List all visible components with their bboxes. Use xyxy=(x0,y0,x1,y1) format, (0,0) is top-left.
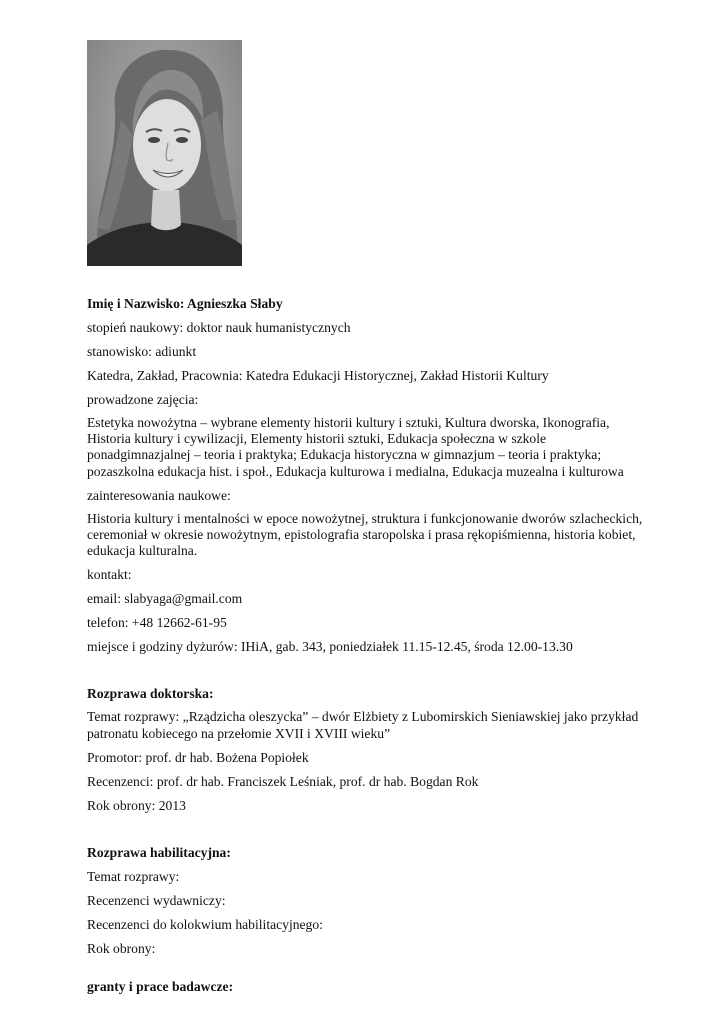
doctorate-heading: Rozprawa doktorska: xyxy=(87,686,214,702)
email-line: email: slabyaga@gmail.com xyxy=(87,591,243,607)
doctorate-topic-line: patronatu kobiecego na przełomie XVII i XVIII wieku” xyxy=(87,725,391,741)
habilitation-heading: Rozprawa habilitacyjna: xyxy=(87,844,231,860)
interests-line: ceremoniał w okresie nowożytnym, epistolografia staropolska i prasa rękopiśmienna, historia kobiet, xyxy=(87,527,636,543)
interests-label: zainteresowania naukowe: xyxy=(87,487,231,503)
courses-label: prowadzone zajęcia: xyxy=(87,392,199,407)
phone-line: telefon: +48 12662-61-95 xyxy=(87,615,227,631)
position-line: stanowisko: adiunkt xyxy=(87,344,197,359)
cv-page xyxy=(87,40,647,995)
office-hours-line: miejsce i godziny dyżurów: IHiA, gab. 343, poniedziałek 11.15-12.45, środa 12.00-13.30 xyxy=(87,639,573,655)
habilitation-topic-line: Temat rozprawy: xyxy=(87,868,180,884)
degree-line: stopień naukowy: doktor nauk humanistycznych xyxy=(87,320,351,335)
doctorate-topic xyxy=(87,709,647,741)
name-line: Imię i Nazwisko: Agnieszka Słaby xyxy=(87,296,283,311)
interests-text xyxy=(87,511,647,560)
defense-year-line: Rok obrony: 2013 xyxy=(87,797,186,813)
courses-line: pozaszkolna edukacja hist. i społ., Edukacja kulturowa i medialna, Edukacja muzealna i kulturowa xyxy=(87,463,624,479)
grants-heading: granty i prace badawcze: xyxy=(87,978,234,994)
portrait-image xyxy=(87,40,242,266)
promoter-line: Promotor: prof. dr hab. Bożena Popiołek xyxy=(87,749,309,765)
courses-line: Historia kultury i cywilizacji, Elementy historii sztuki, Edukacja społeczna w szkole xyxy=(87,431,547,447)
profile-photo xyxy=(87,40,242,266)
interests-line: edukacja kulturalna. xyxy=(87,543,198,559)
courses-text xyxy=(87,415,647,480)
doctorate-topic-line: Temat rozprawy: „Rządzicha oleszycka” – dwór Elżbiety z Lubomirskich Sieniawskiej jako przykład xyxy=(87,709,639,725)
contact-label: kontakt: xyxy=(87,567,132,583)
colloquium-reviewers-line: Recenzenci do kolokwium habilitacyjnego: xyxy=(87,916,323,932)
department-line: Katedra, Zakład, Pracownia: Katedra Edukacji Historycznej, Zakład Historii Kultury xyxy=(87,368,549,383)
interests-line: Historia kultury i mentalności w epoce nowożytnej, struktura i funkcjonowanie dworów szlacheckich, xyxy=(87,510,643,526)
courses-line: Estetyka nowożytna – wybrane elementy historii kultury i sztuki, Kultura dworska, Ikonografia, xyxy=(87,415,610,430)
publishing-reviewers-line: Recenzenci wydawniczy: xyxy=(87,892,226,908)
reviewers-line: Recenzenci: prof. dr hab. Franciszek Leśniak, prof. dr hab. Bogdan Rok xyxy=(87,773,479,789)
courses-line: ponadgimnazjalnej – teoria i praktyka; Edukacja historyczna w gimnazjum – teoria i praktyka; xyxy=(87,447,602,463)
habilitation-year-line: Rok obrony: xyxy=(87,940,156,956)
